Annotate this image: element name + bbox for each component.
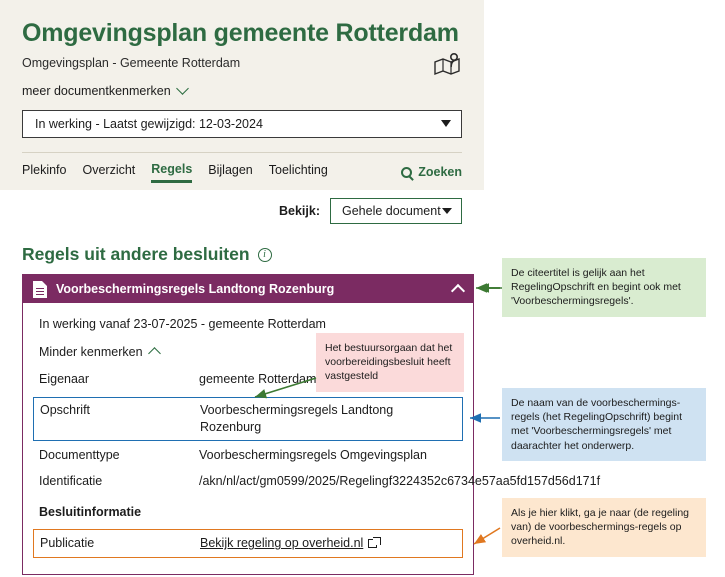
detail-row-opschrift <box>33 397 463 441</box>
document-status-select[interactable] <box>22 110 462 138</box>
document-tabs <box>22 152 462 190</box>
tab-overzicht[interactable]: Overzicht <box>82 163 136 177</box>
view-selector-row <box>22 198 462 224</box>
detail-value: gemeente Rotterdam <box>199 372 317 386</box>
view-selector-value: Gehele document <box>342 204 441 218</box>
detail-key: Eigenaar <box>39 372 90 386</box>
detail-value: Voorbeschermingsregels Landtong Rozenburg <box>200 402 394 434</box>
annotation-citeertitel: De citeertitel is gelijk aan het RegelingOpschrift en begint ook met 'Voorbeschermingsregels'. <box>502 258 706 317</box>
document-icon <box>33 281 47 298</box>
section-heading <box>22 244 272 265</box>
external-link-icon <box>368 539 377 548</box>
detail-key: Publicatie <box>40 536 95 551</box>
besluitinformatie-heading: Besluitinformatie <box>39 505 142 520</box>
annotation-bestuursorgaan: Het bestuursorgaan dat het voorbereidingsbesluit heeft vastgesteld <box>316 333 464 392</box>
more-document-details-label: meer documentkenmerken <box>22 83 171 98</box>
detail-row-identificatie <box>39 473 601 490</box>
detail-value <box>200 535 456 552</box>
regels-card-title: Voorbeschermingsregels Landtong Rozenburg <box>56 282 335 296</box>
more-document-details-toggle[interactable] <box>22 84 462 98</box>
search-button[interactable] <box>401 165 462 179</box>
document-subtitle: Omgevingsplan - Gemeente Rotterdam <box>22 55 241 70</box>
view-selector-dropdown[interactable] <box>330 198 462 224</box>
detail-key: Opschrift <box>40 402 91 417</box>
tab-regels[interactable]: Regels <box>151 162 192 183</box>
detail-key: Identificatie <box>39 473 103 488</box>
regels-card-header[interactable] <box>23 275 473 303</box>
detail-row-documenttype <box>39 447 457 464</box>
tab-bijlagen[interactable]: Bijlagen <box>208 163 253 177</box>
info-icon[interactable]: i <box>258 248 272 262</box>
detail-value: /akn/nl/act/gm0599/2025/Regelingf3224352c6734e57aa5fd157d56d171f <box>199 473 601 488</box>
tab-toelichting[interactable]: Toelichting <box>268 163 328 177</box>
chevron-up-icon[interactable] <box>451 284 465 298</box>
map-location-icon[interactable] <box>432 52 462 80</box>
page-title: Omgevingsplan gemeente Rotterdam <box>22 19 459 47</box>
card-status-line: In werking vanaf 23-07-2025 - gemeente Rotterdam <box>39 317 326 331</box>
document-header-panel <box>0 0 484 190</box>
search-label: Zoeken <box>418 165 462 179</box>
detail-value: Voorbeschermingsregels Omgevingsplan <box>199 447 427 462</box>
document-status-value: In werking - Laatst gewijzigd: 12-03-2024 <box>35 116 263 131</box>
chevron-down-icon <box>176 82 189 95</box>
annotation-overheid-link: Als je hier klikt, ga je naar (de regeling van) de voorbeschermings-regels op overheid.nl. <box>502 498 706 557</box>
annotation-naam-regels: De naam van de voorbeschermings-regels (het RegelingOpschrift) begint met 'Voorbeschermingsregels' met daarachter het onderwerp. <box>502 388 706 461</box>
publicatie-link[interactable]: Bekijk regeling op overheid.nl <box>200 536 364 551</box>
chevron-down-icon <box>442 208 452 214</box>
subtitle-row <box>22 56 462 84</box>
minder-kenmerken-label: Minder kenmerken <box>39 345 143 359</box>
tab-plekinfo[interactable]: Plekinfo <box>22 163 67 177</box>
section-heading-label: Regels uit andere besluiten <box>22 244 250 264</box>
detail-key: Documenttype <box>39 447 120 462</box>
search-icon <box>401 167 412 178</box>
chevron-down-icon <box>441 120 451 127</box>
view-selector-label: Bekijk: <box>279 204 320 218</box>
chevron-up-icon <box>148 347 161 360</box>
detail-row-publicatie <box>33 529 463 558</box>
